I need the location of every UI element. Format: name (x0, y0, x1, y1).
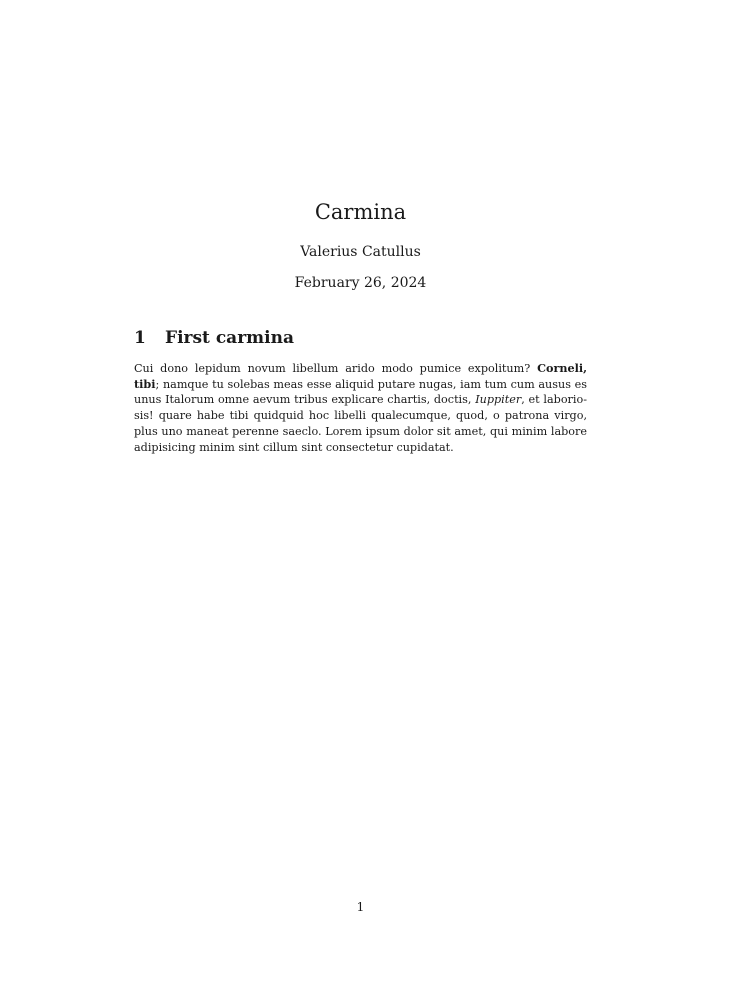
section-number: 1 (134, 328, 146, 348)
paragraph-line: adipisicing minim sint cillum sint consectetur cupidatat. (134, 441, 454, 454)
paragraph-line (134, 360, 587, 376)
paragraph-line: plus uno maneat perenne saeclo. Lorem ipsum dolor sit amet, qui minim labore (134, 425, 587, 438)
text-run: unus Italorum omne aevum tribus explicare chartis, doctis, (134, 393, 472, 406)
body-paragraph (134, 360, 587, 456)
section-heading (134, 327, 294, 349)
paragraph-line (134, 376, 587, 392)
bold-text: Corneli, (537, 361, 587, 375)
document-title: Carmina (314, 200, 407, 224)
bold-text: tibi (134, 377, 156, 391)
document-date: February 26, 2024 (294, 275, 427, 291)
page-number: 1 (356, 900, 365, 914)
italic-text: Iuppiter (475, 393, 522, 406)
paragraph-line (134, 392, 587, 408)
text-run: , et laborio- (521, 393, 587, 406)
document-author: Valerius Catullus (300, 244, 421, 260)
paragraph-line: sis! quare habe tibi quidquid hoc libelli qualecumque, quod, o patrona virgo, (134, 409, 587, 422)
text-run: Cui dono lepidum novum libellum arido modo pumice expolitum? (134, 362, 531, 375)
text-run: ; namque tu solebas meas esse aliquid putare nugas, iam tum cum ausus es (155, 378, 587, 391)
section-title: First carmina (165, 328, 294, 348)
